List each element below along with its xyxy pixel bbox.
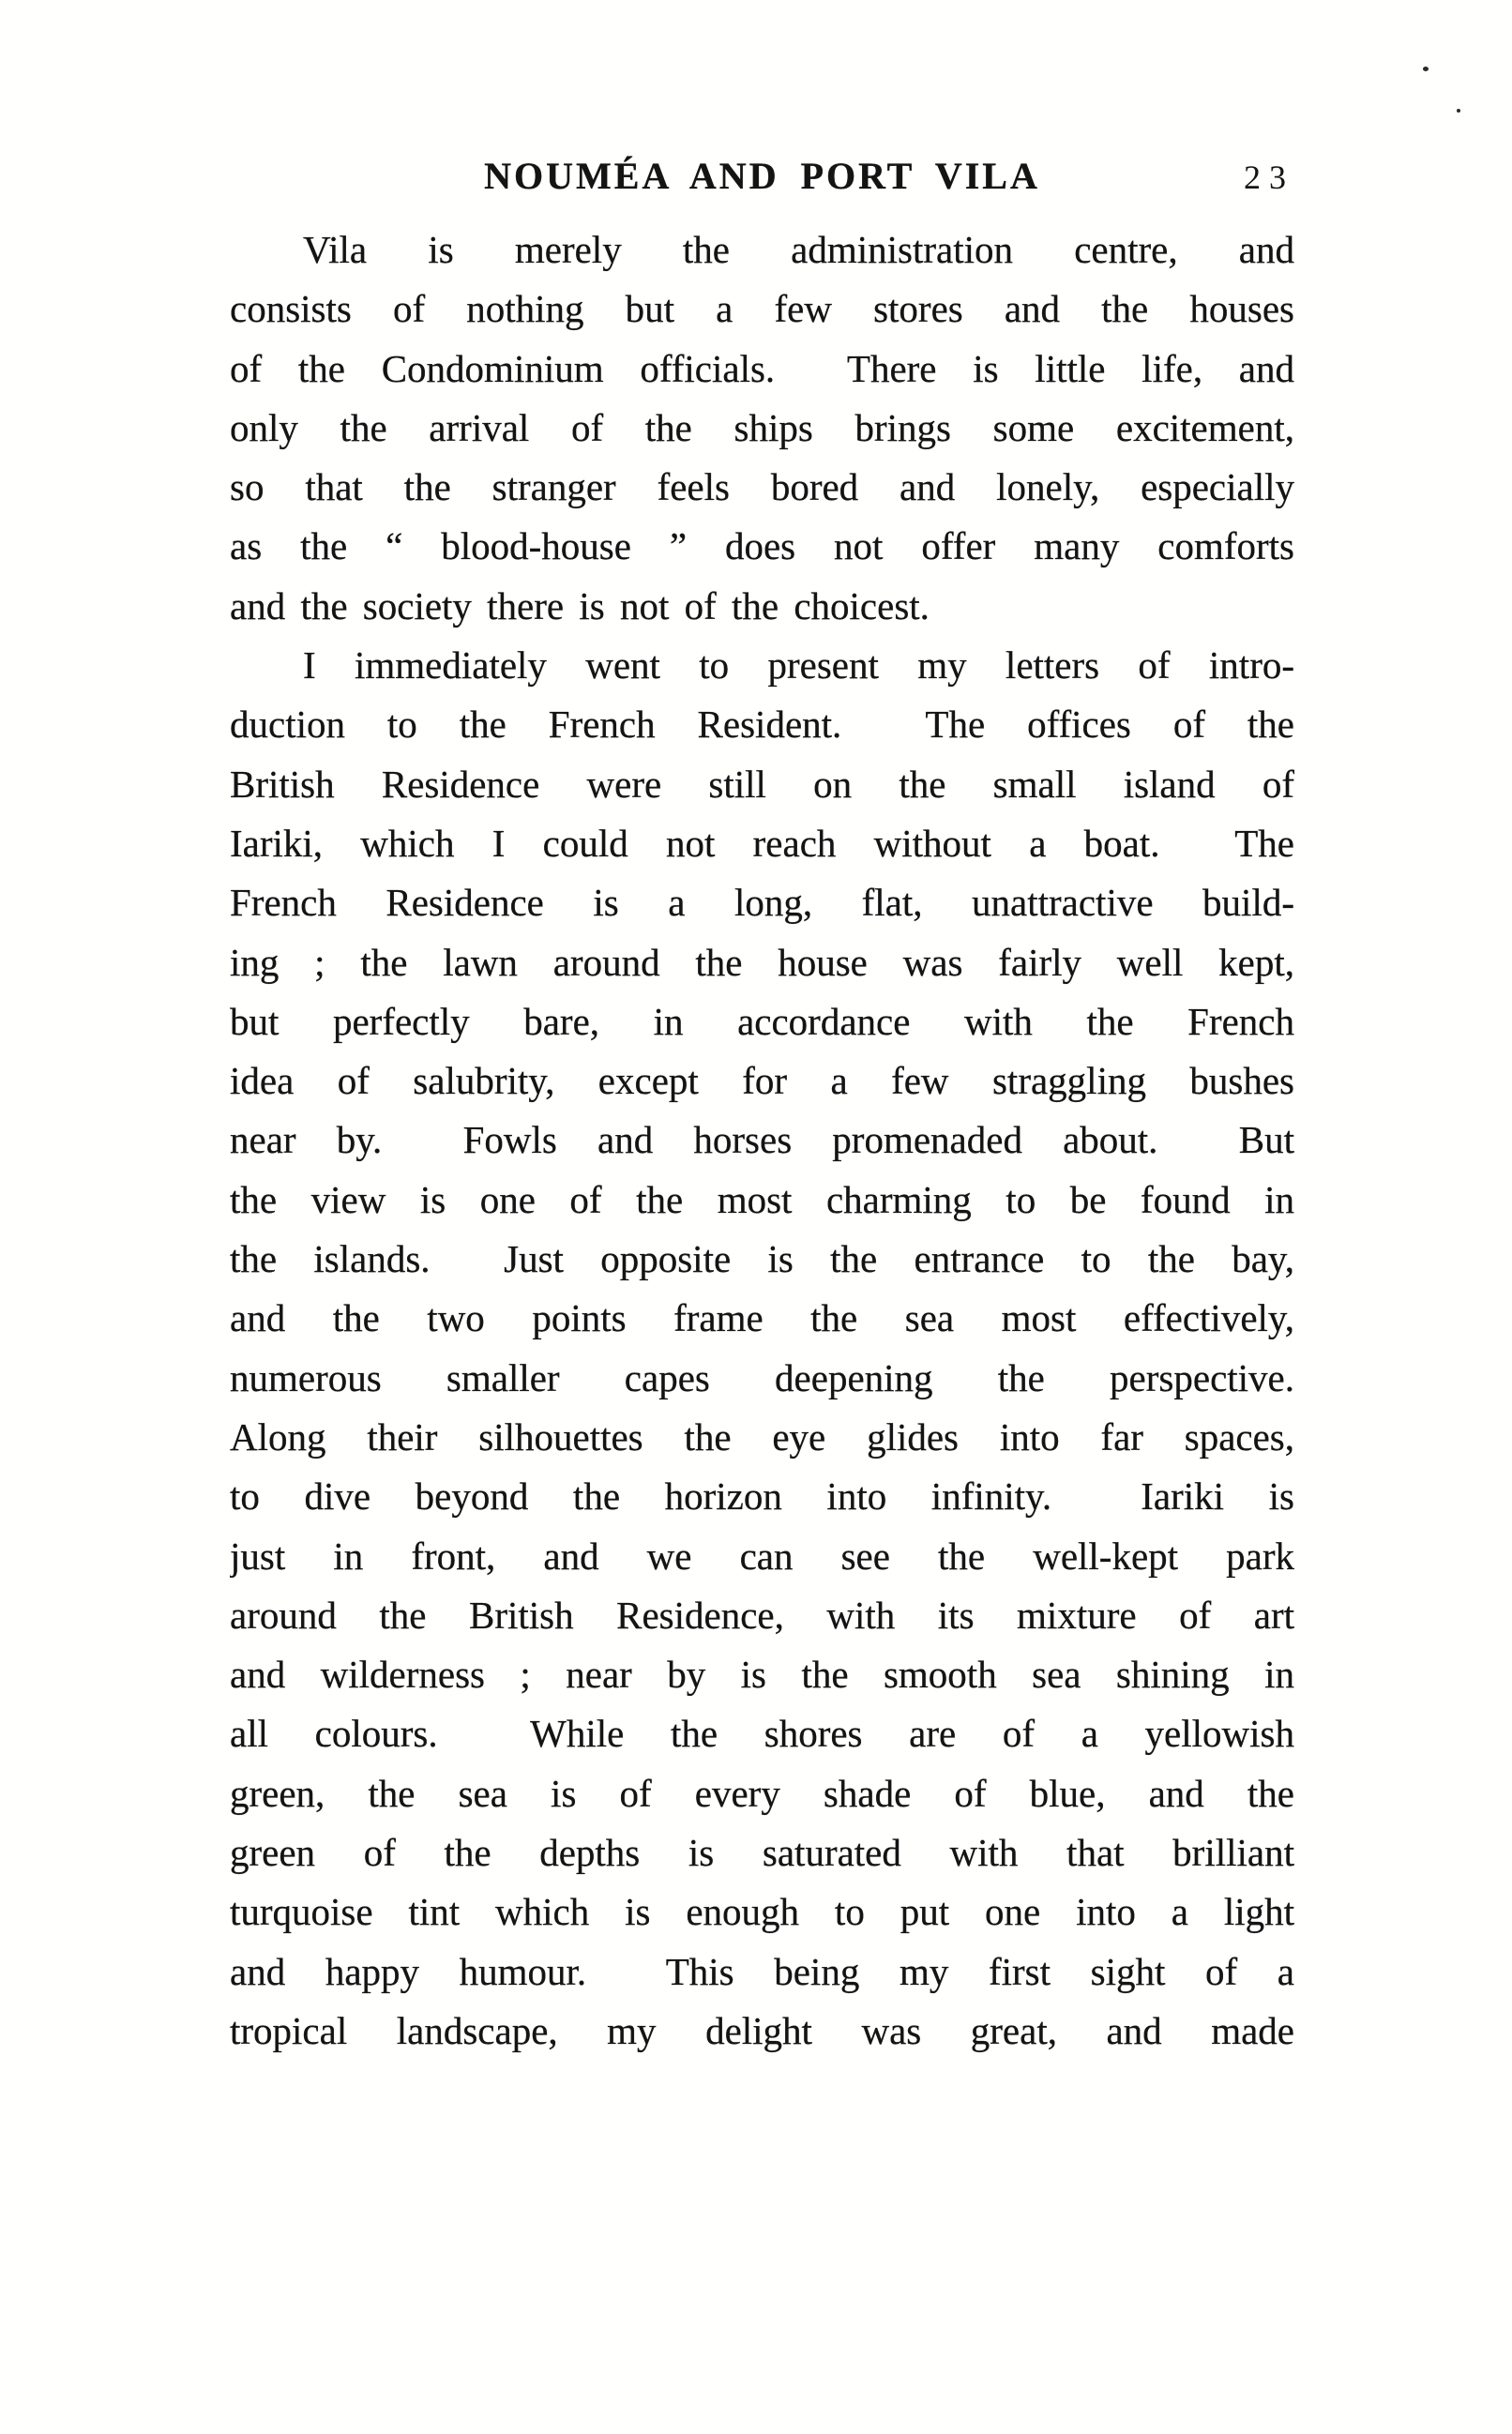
text-line: so that the stranger feels bored and lonely, especially <box>230 465 1294 509</box>
text-line: and happy humour. This being my first sight of a <box>230 1949 1294 1993</box>
page-number: 23 <box>1244 159 1294 196</box>
body-text-block <box>230 220 1294 2061</box>
text-line: and the two points frame the sea most effectively, <box>230 1296 1294 1340</box>
text-line: I immediately went to present my letters of intro- <box>303 643 1294 688</box>
text-line: green of the depths is saturated with that brilliant <box>230 1831 1294 1875</box>
text-line: around the British Residence, with its mixture of art <box>230 1593 1294 1637</box>
text-line: as the “ blood-house ” does not offer many comforts <box>230 524 1294 568</box>
paragraph <box>230 220 1294 636</box>
text-line: consists of nothing but a few stores and the houses <box>230 287 1294 331</box>
text-line: green, the sea is of every shade of blue, and the <box>230 1771 1294 1815</box>
text-line: duction to the French Resident. The offices of the <box>230 703 1294 747</box>
text-line: near by. Fowls and horses promenaded about. But <box>230 1118 1294 1162</box>
page-header <box>230 150 1294 203</box>
text-line: numerous smaller capes deepening the perspective. <box>230 1355 1294 1399</box>
text-line: French Residence is a long, flat, unattractive build- <box>230 881 1294 925</box>
text-line: ing ; the lawn around the house was fairly well kept, <box>230 940 1294 984</box>
text-line: all colours. While the shores are of a yellowish <box>230 1712 1294 1756</box>
text-line: and wilderness ; near by is the smooth sea shining in <box>230 1653 1294 1697</box>
text-line: Iariki, which I could not reach without a boat. The <box>230 821 1294 865</box>
text-line: of the Condominium officials. There is little life, and <box>230 346 1294 390</box>
text-line: idea of salubrity, except for a few straggling bushes <box>230 1059 1294 1103</box>
text-line: but perfectly bare, in accordance with the French <box>230 999 1294 1043</box>
text-line: Along their silhouettes the eye glides into far spaces, <box>230 1414 1294 1459</box>
text-line: the view is one of the most charming to be found in <box>230 1177 1294 1221</box>
text-line: to dive beyond the horizon into infinity. Iariki is <box>230 1474 1294 1519</box>
paragraph <box>230 636 1294 2061</box>
text-line: turquoise tint which is enough to put one into a light <box>230 1890 1294 1934</box>
text-line: only the arrival of the ships brings some excitement, <box>230 405 1294 449</box>
text-line: just in front, and we can see the well-kept park <box>230 1534 1294 1578</box>
scan-speck <box>1423 67 1429 71</box>
text-line: Vila is merely the administration centre, and <box>303 228 1294 271</box>
running-title: NOUMÉA AND PORT VILA <box>484 155 1040 197</box>
scan-speck <box>1457 109 1460 113</box>
text-line: British Residence were still on the small island of <box>230 762 1294 806</box>
text-line: tropical landscape, my delight was great, and made <box>230 2008 1294 2052</box>
text-line: and the society there is not of the choicest. <box>230 583 930 627</box>
text-line: the islands. Just opposite is the entrance to the bay, <box>230 1237 1294 1281</box>
